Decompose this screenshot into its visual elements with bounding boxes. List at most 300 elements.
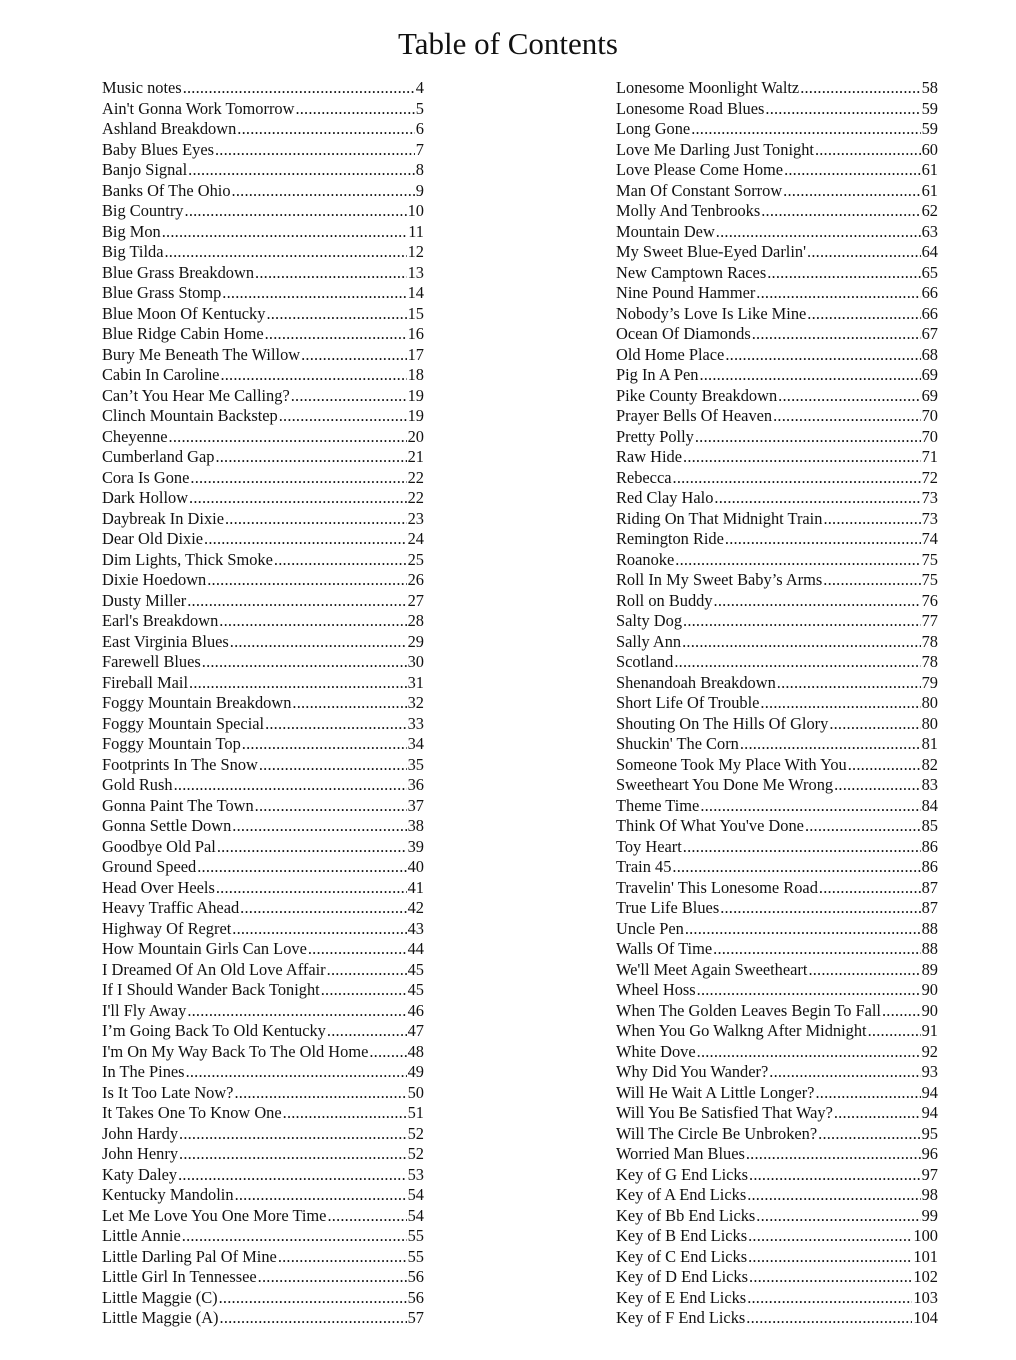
toc-entry-page: 40: [407, 857, 424, 876]
toc-entry: [102, 775, 424, 796]
toc-entry-page: 34: [407, 734, 424, 753]
toc-entry-title: Baby Blues Eyes: [102, 139, 214, 159]
dot-leader: [749, 1165, 921, 1186]
dot-leader: [308, 939, 407, 960]
toc-entry: [616, 201, 938, 222]
toc-entry-page: 24: [407, 529, 424, 548]
toc-entry: [102, 304, 424, 325]
toc-entry: [616, 1062, 938, 1083]
toc-entry-title: Love Me Darling Just Tonight: [616, 139, 814, 159]
dot-leader: [190, 468, 406, 489]
toc-entry-title: White Dove: [616, 1041, 696, 1061]
toc-entry: [102, 263, 424, 284]
toc-entry-title: Will The Circle Be Unbroken?: [616, 1123, 818, 1143]
toc-entry-title: Pike County Breakdown: [616, 385, 778, 405]
toc-entry-title: Dim Lights, Thick Smoke: [102, 549, 273, 569]
toc-entry-page: 75: [921, 549, 938, 569]
toc-entry-page: 69: [921, 365, 938, 384]
toc-entry: [102, 878, 424, 899]
toc-entry: [616, 1247, 938, 1268]
toc-entry-title: Blue Moon Of Kentucky: [102, 303, 266, 323]
toc-entry-page: 45: [407, 959, 424, 979]
toc-entry-page: 95: [921, 1123, 938, 1143]
toc-entry: [102, 714, 424, 735]
dot-leader: [725, 529, 921, 550]
toc-entry-title: In The Pines: [102, 1062, 185, 1081]
toc-entry: [102, 181, 424, 202]
toc-entry-page: 32: [407, 693, 424, 712]
toc-entry: [616, 406, 938, 427]
toc-entry: [616, 693, 938, 714]
toc-entry-title: Clinch Mountain Backstep: [102, 406, 278, 425]
toc-entry-title: Nine Pound Hammer: [616, 283, 756, 302]
toc-entry-title: Little Maggie (A): [102, 1308, 219, 1327]
toc-entry-page: 102: [913, 1267, 938, 1286]
toc-entry: [616, 345, 938, 366]
toc-entry: [102, 1247, 424, 1268]
dot-leader: [761, 201, 920, 222]
toc-entry: [102, 611, 424, 632]
toc-entry-title: Old Home Place: [616, 344, 725, 364]
dot-leader: [746, 1308, 912, 1329]
toc-entry-title: My Sweet Blue-Eyed Darlin': [616, 242, 807, 261]
dot-leader: [714, 488, 920, 509]
dot-leader: [683, 837, 921, 858]
dot-leader: [165, 242, 407, 263]
toc-entry-page: 15: [407, 303, 424, 323]
toc-entry: [102, 550, 424, 571]
toc-entry-page: 88: [921, 918, 938, 938]
dot-leader: [219, 1288, 407, 1309]
dot-leader: [222, 283, 406, 304]
toc-entry: [102, 447, 424, 468]
toc-entry-page: 74: [921, 529, 938, 548]
toc-entry-page: 77: [921, 611, 938, 630]
toc-entry-title: Worried Man Blues: [616, 1144, 745, 1163]
toc-entry-title: Ain't Gonna Work Tomorrow: [102, 98, 295, 118]
toc-entry: [616, 386, 938, 407]
toc-entry-page: 94: [921, 1082, 938, 1102]
toc-entry-page: 97: [921, 1164, 938, 1184]
toc-entry-page: 64: [921, 242, 938, 261]
toc-entry-page: 19: [407, 406, 424, 425]
dot-leader: [823, 509, 920, 530]
dot-leader: [183, 78, 415, 99]
toc-entry: [616, 796, 938, 817]
dot-leader: [807, 242, 921, 263]
toc-entry-page: 4: [415, 78, 424, 97]
toc-entry-title: Uncle Pen: [616, 918, 684, 938]
dot-leader: [179, 1144, 407, 1165]
dot-leader: [697, 1042, 921, 1063]
dot-leader: [162, 222, 407, 243]
toc-entry-title: Head Over Heels: [102, 877, 215, 897]
toc-entry: [616, 714, 938, 735]
toc-entry-page: 25: [407, 549, 424, 569]
dot-leader: [740, 734, 921, 755]
toc-entry-title: Heavy Traffic Ahead: [102, 898, 240, 917]
toc-entry-page: 69: [921, 385, 938, 405]
dot-leader: [188, 160, 415, 181]
toc-entry: [616, 242, 938, 263]
toc-entry-page: 72: [921, 467, 938, 487]
toc-entry-title: Mountain Dew: [616, 221, 715, 241]
dot-leader: [301, 345, 406, 366]
toc-entry-page: 56: [407, 1267, 424, 1286]
toc-entry: [102, 1165, 424, 1186]
toc-entry: [616, 898, 938, 919]
toc-entry-title: Earl's Breakdown: [102, 611, 219, 630]
toc-entry-page: 30: [407, 652, 424, 671]
toc-entry: [616, 1165, 938, 1186]
dot-leader: [274, 550, 407, 571]
toc-entry: [102, 816, 424, 837]
toc-entry-page: 99: [921, 1205, 938, 1225]
toc-entry-page: 90: [921, 1000, 938, 1020]
toc-entry-title: Red Clay Halo: [616, 488, 714, 507]
toc-entry-title: Daybreak In Dixie: [102, 508, 224, 528]
toc-entry-page: 103: [913, 1287, 938, 1307]
toc-entry: [102, 857, 424, 878]
toc-left-column: [102, 78, 424, 1329]
toc-entry-title: Shuckin' The Corn: [616, 734, 739, 753]
toc-entry-page: 20: [407, 426, 424, 446]
toc-entry-title: Sally Ann: [616, 631, 682, 651]
dot-leader: [691, 119, 920, 140]
toc-entry: [616, 1308, 938, 1329]
toc-entry-page: 46: [407, 1000, 424, 1020]
dot-leader: [174, 775, 407, 796]
dot-leader: [765, 99, 920, 120]
toc-entry-page: 45: [407, 980, 424, 999]
toc-entry-title: Ashland Breakdown: [102, 119, 237, 138]
dot-leader: [266, 304, 406, 325]
dot-leader: [204, 529, 407, 550]
toc-entry-page: 13: [407, 262, 424, 282]
dot-leader: [818, 1124, 920, 1145]
toc-entry-title: Cabin In Caroline: [102, 365, 220, 384]
toc-entry-page: 89: [921, 959, 938, 979]
toc-entry: [102, 898, 424, 919]
toc-entry: [102, 222, 424, 243]
dot-leader: [189, 488, 407, 509]
page-title: Table of Contents: [398, 26, 618, 61]
toc-entry-title: Roanoke: [616, 549, 675, 569]
toc-entry-title: Scotland: [616, 652, 674, 671]
toc-entry-title: Key of G End Licks: [616, 1164, 749, 1184]
dot-leader: [807, 304, 920, 325]
toc-entry: [616, 1267, 938, 1288]
dot-leader: [778, 386, 920, 407]
toc-entry: [616, 550, 938, 571]
toc-entry-page: 84: [921, 795, 938, 815]
toc-entry-title: Blue Grass Breakdown: [102, 262, 255, 282]
toc-entry: [102, 1042, 424, 1063]
toc-entry-page: 17: [407, 344, 424, 364]
toc-entry: [616, 652, 938, 673]
toc-entry-title: Let Me Love You One More Time: [102, 1205, 327, 1225]
toc-entry-title: New Camptown Races: [616, 262, 767, 282]
toc-entry-title: Will You Be Satisfied That Way?: [616, 1103, 833, 1122]
toc-entry: [102, 652, 424, 673]
dot-leader: [220, 1308, 407, 1329]
toc-entry-page: 6: [415, 119, 424, 138]
toc-entry: [102, 632, 424, 653]
toc-entry-title: East Virginia Blues: [102, 631, 229, 651]
dot-leader: [767, 263, 920, 284]
toc-entry-page: 78: [921, 652, 938, 671]
toc-entry-page: 16: [407, 324, 424, 343]
toc-entry: [102, 570, 424, 591]
toc-entry: [102, 1124, 424, 1145]
toc-entry-title: Lonesome Road Blues: [616, 98, 765, 118]
toc-entry-title: Key of C End Licks: [616, 1246, 748, 1266]
dot-leader: [279, 406, 407, 427]
toc-entry-title: Fireball Mail: [102, 672, 189, 692]
toc-entry-title: Ground Speed: [102, 857, 197, 876]
toc-entry-page: 76: [921, 590, 938, 610]
toc-entry-title: Prayer Bells Of Heaven: [616, 406, 773, 425]
toc-entry-title: Roll on Buddy: [616, 590, 713, 610]
dot-leader: [747, 1288, 912, 1309]
dot-leader: [169, 427, 407, 448]
toc-entry-title: John Henry: [102, 1144, 179, 1163]
dot-leader: [219, 611, 406, 632]
toc-entry-page: 91: [921, 1021, 938, 1040]
dot-leader: [185, 201, 407, 222]
toc-entry-title: Foggy Mountain Top: [102, 734, 241, 753]
dot-leader: [848, 755, 921, 776]
toc-entry-page: 11: [408, 221, 424, 241]
toc-entry-title: Travelin' This Lonesome Road: [616, 877, 818, 897]
dot-leader: [773, 406, 920, 427]
toc-entry-page: 66: [921, 303, 938, 323]
dot-leader: [748, 1226, 912, 1247]
toc-entry: [102, 345, 424, 366]
toc-entry: [102, 939, 424, 960]
toc-entry: [616, 529, 938, 550]
toc-entry-page: 54: [407, 1205, 424, 1225]
dot-leader: [683, 447, 921, 468]
dot-leader: [230, 632, 407, 653]
dot-leader: [868, 1021, 921, 1042]
dot-leader: [682, 632, 920, 653]
toc-entry-title: Key of F End Licks: [616, 1308, 746, 1327]
toc-entry-title: Bury Me Beneath The Willow: [102, 344, 301, 364]
toc-entry-page: 80: [921, 713, 938, 733]
toc-entry-title: When The Golden Leaves Begin To Fall: [616, 1000, 881, 1020]
toc-entry-page: 62: [921, 201, 938, 220]
dot-leader: [695, 427, 921, 448]
toc-entry-page: 10: [407, 201, 424, 220]
toc-entry-page: 88: [921, 939, 938, 958]
toc-entry-page: 33: [407, 713, 424, 733]
toc-entry-page: 26: [407, 570, 424, 589]
toc-entry: [616, 960, 938, 981]
toc-entry-page: 71: [921, 447, 938, 466]
dot-leader: [215, 140, 415, 161]
dot-leader: [292, 693, 406, 714]
toc-entry-page: 55: [407, 1226, 424, 1245]
dot-leader: [808, 960, 920, 981]
toc-entry-page: 81: [921, 734, 938, 753]
toc-entry-page: 70: [921, 426, 938, 446]
toc-entry: [102, 324, 424, 345]
dot-leader: [752, 324, 921, 345]
toc-entry: [616, 78, 938, 99]
toc-entry: [616, 365, 938, 386]
toc-entry: [102, 755, 424, 776]
dot-leader: [725, 345, 920, 366]
toc-entry: [616, 980, 938, 1001]
toc-entry-page: 61: [921, 180, 938, 200]
toc-entry: [616, 1185, 938, 1206]
toc-entry-page: 36: [407, 775, 424, 794]
toc-entry: [102, 1267, 424, 1288]
dot-leader: [255, 263, 407, 284]
dot-leader: [179, 1124, 407, 1145]
toc-entry-page: 80: [921, 693, 938, 712]
toc-entry: [616, 755, 938, 776]
dot-leader: [225, 509, 407, 530]
toc-entry-title: Little Maggie (C): [102, 1287, 218, 1307]
toc-entry-page: 21: [407, 447, 424, 466]
dot-leader: [207, 570, 406, 591]
toc-entry-page: 28: [407, 611, 424, 630]
toc-entry-page: 87: [921, 898, 938, 917]
toc-entry-title: Cheyenne: [102, 426, 168, 446]
toc-entry-page: 52: [407, 1144, 424, 1163]
toc-entry: [616, 1001, 938, 1022]
toc-entry: [616, 734, 938, 755]
toc-entry: [616, 673, 938, 694]
dot-leader: [756, 1206, 920, 1227]
toc-entry: [616, 1288, 938, 1309]
toc-entry-title: Little Annie: [102, 1226, 181, 1245]
toc-entry-title: Key of D End Licks: [616, 1267, 749, 1286]
toc-entry: [102, 960, 424, 981]
toc-entry-title: Blue Grass Stomp: [102, 283, 222, 302]
dot-leader: [823, 570, 920, 591]
toc-entry-page: 8: [415, 160, 424, 179]
toc-entry-page: 59: [921, 119, 938, 138]
toc-entry-title: Shouting On The Hills Of Glory: [616, 713, 829, 733]
toc-entry-title: Why Did You Wander?: [616, 1062, 769, 1081]
toc-entry: [616, 1042, 938, 1063]
toc-entry-title: Dear Old Dixie: [102, 529, 204, 548]
toc-entry-page: 22: [407, 488, 424, 507]
toc-entry: [102, 837, 424, 858]
dot-leader: [258, 1267, 407, 1288]
toc-entry: [102, 386, 424, 407]
toc-entry-page: 94: [921, 1103, 938, 1122]
toc-entry-title: John Hardy: [102, 1123, 179, 1143]
toc-entry-title: Man Of Constant Sorrow: [616, 180, 783, 200]
toc-entry-title: Key of B End Licks: [616, 1226, 748, 1245]
toc-entry-page: 92: [921, 1041, 938, 1061]
toc-entry-page: 18: [407, 365, 424, 384]
toc-entry: [102, 1185, 424, 1206]
dot-leader: [882, 1001, 921, 1022]
toc-entry: [616, 591, 938, 612]
toc-entry-title: Gonna Settle Down: [102, 816, 232, 835]
toc-entry-title: Little Girl In Tennessee: [102, 1267, 257, 1286]
dot-leader: [784, 160, 921, 181]
toc-entry-page: 78: [921, 631, 938, 651]
toc-entry-page: 48: [407, 1041, 424, 1061]
toc-entry-title: Little Darling Pal Of Mine: [102, 1246, 277, 1266]
toc-entry: [102, 796, 424, 817]
toc-entry: [616, 1144, 938, 1165]
toc-entry: [102, 201, 424, 222]
toc-entry-title: Pig In A Pen: [616, 365, 699, 384]
toc-entry-page: 59: [921, 98, 938, 118]
dot-leader: [805, 816, 921, 837]
toc-entry-title: If I Should Wander Back Tonight: [102, 980, 320, 999]
dot-leader: [747, 1185, 920, 1206]
dot-leader: [182, 1226, 407, 1247]
dot-leader: [242, 734, 407, 755]
dot-leader: [685, 919, 921, 940]
dot-leader: [283, 1103, 407, 1124]
toc-entry-title: Pretty Polly: [616, 426, 694, 446]
dot-leader: [769, 1062, 920, 1083]
toc-entry: [616, 939, 938, 960]
toc-entry-page: 41: [407, 877, 424, 897]
toc-entry-page: 79: [921, 672, 938, 692]
toc-entry: [616, 427, 938, 448]
toc-entry-title: Lonesome Moonlight Waltz: [616, 78, 800, 97]
toc-entry: [102, 980, 424, 1001]
toc-entry-page: 54: [407, 1185, 424, 1204]
toc-entry-page: 29: [407, 631, 424, 651]
toc-entry: [102, 1083, 424, 1104]
toc-entry-title: Is It Too Late Now?: [102, 1082, 234, 1102]
toc-entry: [102, 1308, 424, 1329]
toc-entry: [616, 119, 938, 140]
dot-leader: [215, 447, 406, 468]
dot-leader: [714, 591, 921, 612]
dot-leader: [675, 550, 920, 571]
dot-leader: [829, 714, 920, 735]
toc-entry-title: Roll In My Sweet Baby’s Arms: [616, 570, 823, 589]
toc-entry-page: 35: [407, 754, 424, 774]
toc-entry: [102, 140, 424, 161]
toc-entry: [616, 99, 938, 120]
toc-entry: [616, 632, 938, 653]
toc-entry-page: 87: [921, 877, 938, 897]
toc-entry-title: Gold Rush: [102, 775, 173, 794]
toc-entry-page: 31: [407, 672, 424, 692]
toc-entry-page: 85: [921, 816, 938, 835]
toc-entry: [616, 222, 938, 243]
dot-leader: [819, 878, 921, 899]
toc-entry: [616, 140, 938, 161]
toc-entry-title: Cumberland Gap: [102, 447, 215, 466]
toc-entry-title: Music notes: [102, 78, 182, 97]
dot-leader: [240, 898, 406, 919]
toc-entry: [102, 509, 424, 530]
toc-entry: [102, 1021, 424, 1042]
toc-entry: [616, 468, 938, 489]
toc-entry: [616, 1124, 938, 1145]
toc-entry-title: Big Tilda: [102, 242, 164, 261]
dot-leader: [220, 365, 406, 386]
toc-entry-page: 12: [407, 242, 424, 261]
dot-leader: [749, 1267, 912, 1288]
toc-entry-page: 60: [921, 139, 938, 159]
dot-leader: [295, 99, 414, 120]
